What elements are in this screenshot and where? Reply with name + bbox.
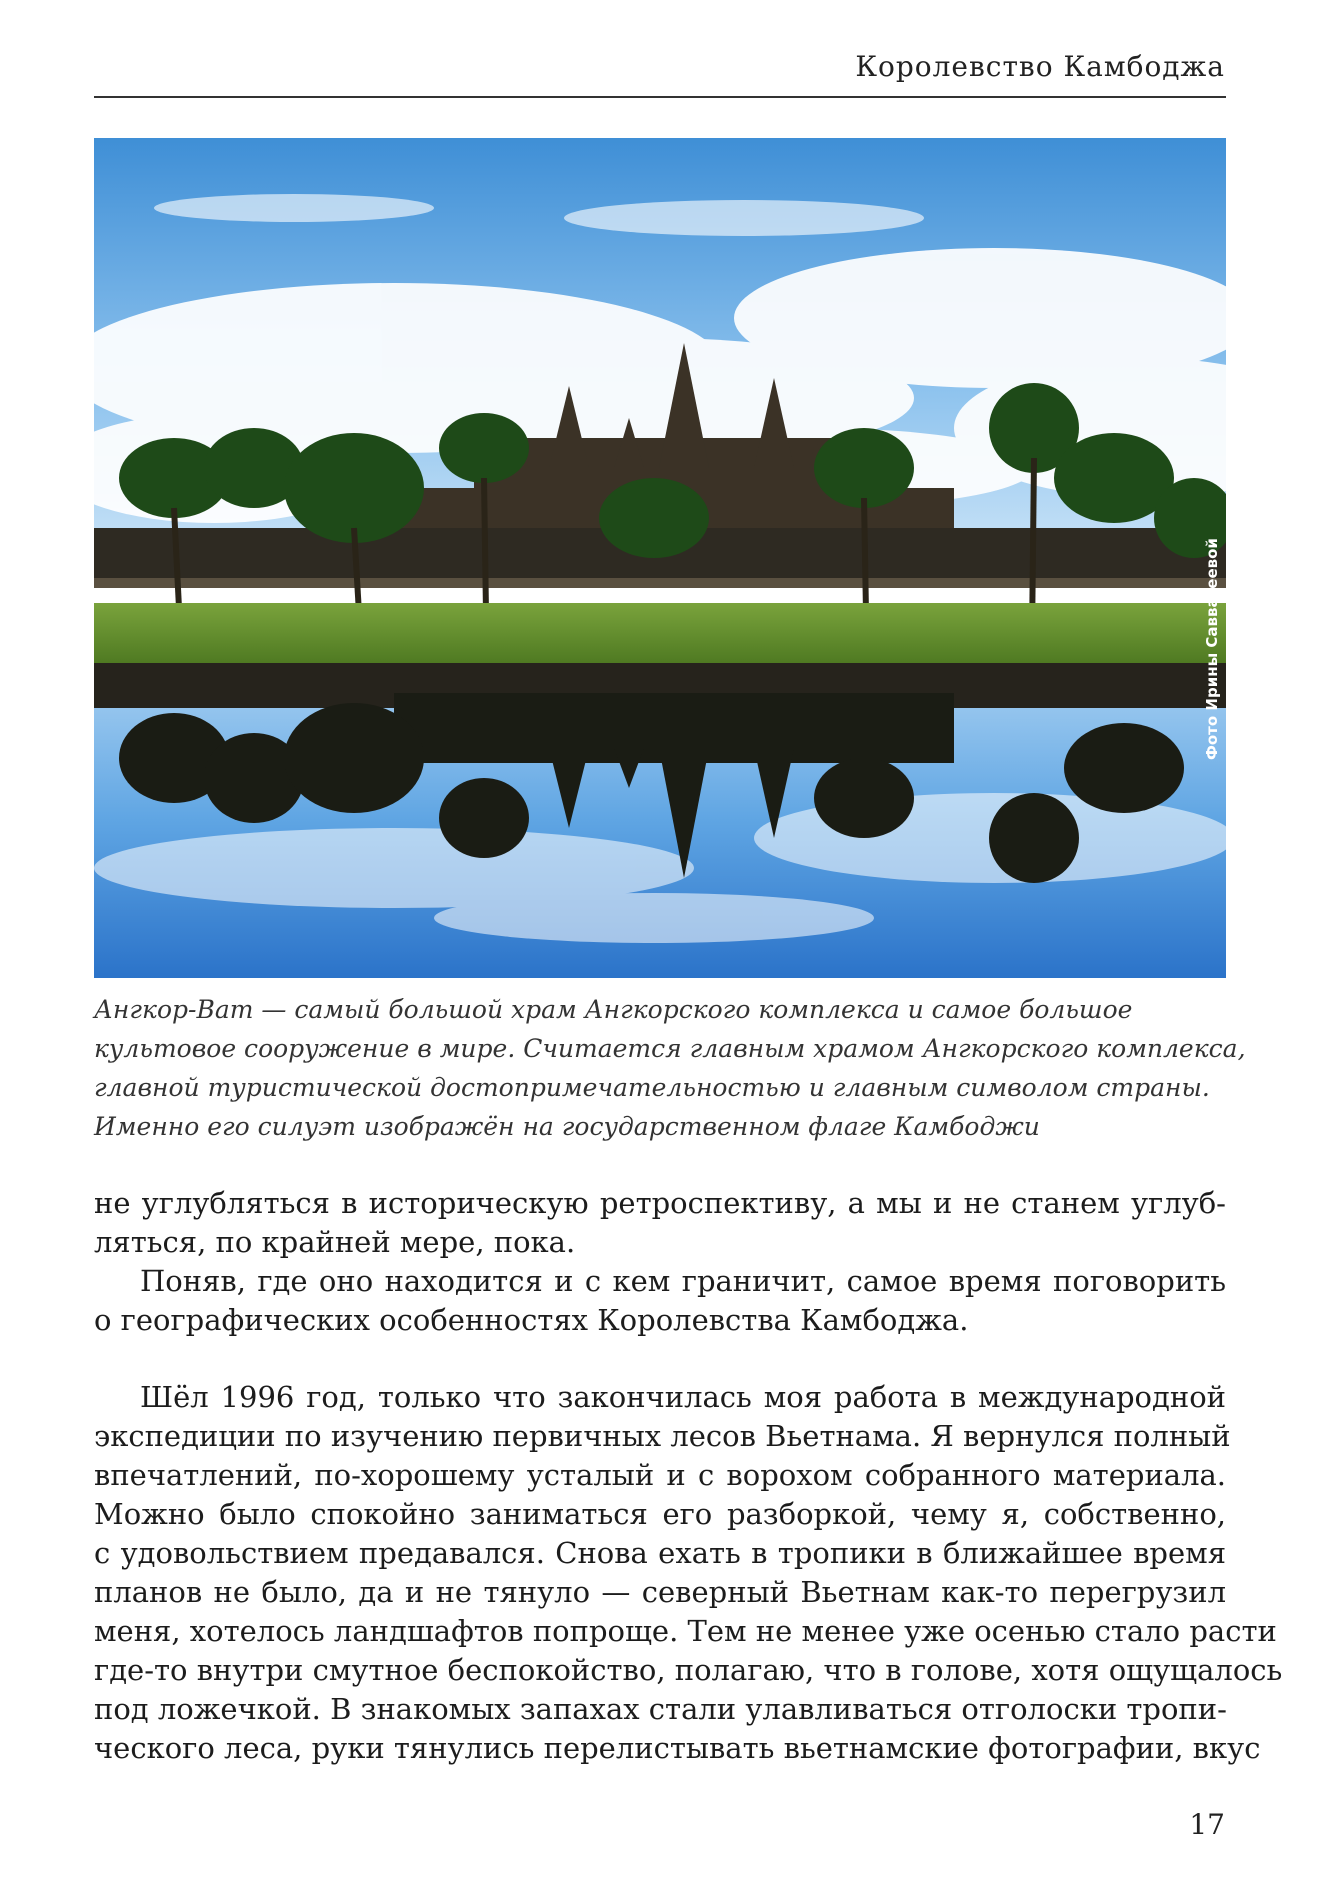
caption-line: Ангкор-Ват — самый большой храм Ангкорского комплекса и самое большое xyxy=(94,995,1133,1024)
page-number: 17 xyxy=(1189,1808,1225,1841)
text-line: впечатлений, по-хорошему усталый и с ворохом собранного материала. xyxy=(94,1458,1226,1492)
paragraph-1 xyxy=(94,1184,1226,1262)
text-line: не углубляться в историческую ретроспективу, а мы и не станем углуб- xyxy=(94,1186,1226,1220)
text-line: под ложечкой. В знакомых запахах стали улавливаться отголоски тропи- xyxy=(94,1692,1227,1726)
caption-line: Именно его силуэт изображён на государственном флаге Камбоджи xyxy=(94,1112,1040,1141)
photo-credit: Фото Ирины Савватеевой xyxy=(1203,538,1221,760)
photo-illustration xyxy=(94,138,1226,978)
text-line: Шёл 1996 год, только что закончилась моя работа в международной xyxy=(140,1380,1226,1414)
running-title: Королевство Камбоджа xyxy=(855,50,1225,83)
angkor-wat-photo xyxy=(94,138,1226,978)
figure-caption xyxy=(94,990,1246,1146)
caption-line: культовое сооружение в мире. Считается главным храмом Ангкорского комплекса, xyxy=(94,1034,1246,1063)
text-line: экспедиции по изучению первичных лесов Вьетнама. Я вернулся полный xyxy=(94,1419,1231,1453)
text-line: Поняв, где оно находится и с кем граничит, самое время поговорить xyxy=(140,1264,1226,1298)
text-line: Можно было спокойно заниматься его разборкой, чему я, собственно, xyxy=(94,1497,1226,1531)
text-line: где-то внутри смутное беспокойство, полагаю, что в голове, хотя ощущалось xyxy=(94,1653,1283,1687)
text-line: ляться, по крайней мере, пока. xyxy=(94,1225,576,1259)
text-line: о географических особенностях Королевства Камбоджа. xyxy=(94,1303,969,1337)
header-rule xyxy=(94,96,1226,98)
caption-line: главной туристической достопримечательностью и главным символом страны. xyxy=(94,1073,1210,1102)
paragraph-2 xyxy=(94,1262,1226,1340)
text-line: меня, хотелось ландшафтов попроще. Тем не менее уже осенью стало расти xyxy=(94,1614,1277,1648)
paragraph-3 xyxy=(94,1378,1283,1768)
text-line: ческого леса, руки тянулись перелистывать вьетнамские фотографии, вкус xyxy=(94,1731,1261,1765)
text-line: планов не было, да и не тянуло — северный Вьетнам как-то перегрузил xyxy=(94,1575,1226,1609)
text-line: с удовольствием предавался. Снова ехать в тропики в ближайшее время xyxy=(94,1536,1226,1570)
